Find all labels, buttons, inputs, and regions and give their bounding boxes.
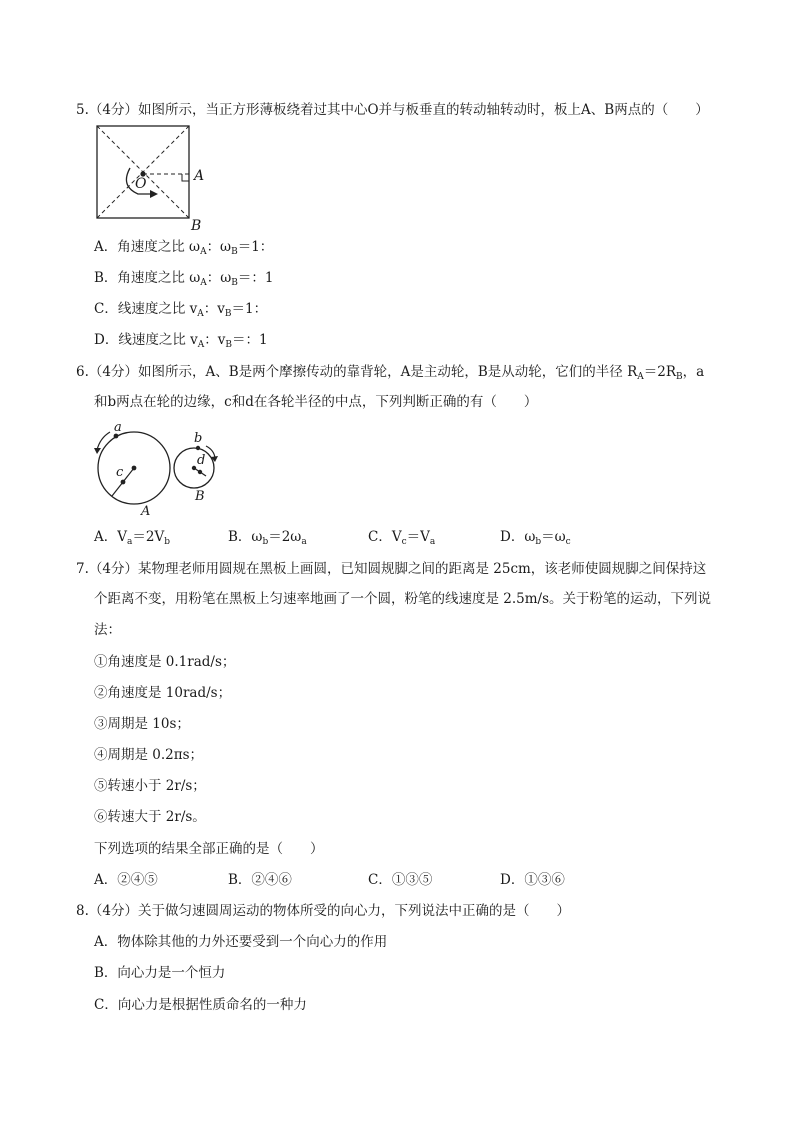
q5-fig-label-b: B (191, 218, 202, 232)
q7-option-c: C．①③⑤ (368, 872, 433, 888)
q7-statement-3: ③周期是 10s； (94, 716, 190, 732)
q7-option-d: D．①③⑥ (500, 872, 565, 888)
q6-fig-label-wheel-b: B (195, 489, 205, 504)
q6-fig-label-b-point: b (194, 431, 203, 446)
q6-stem-line2: 和b两点在轮的边缘，c和d在各轮半径的中点，下列判断正确的有（ ） (94, 394, 538, 410)
q5-option-b: B．角速度之比 $\omega_A$：$\omega_B=$：1 (94, 270, 274, 288)
q7-prompt: 下列选项的结果全部正确的是（ ） (94, 841, 324, 857)
q7-statement-4: ④周期是 0.2πs； (94, 747, 204, 763)
q8-option-b: B．向心力是一个恒力 (94, 965, 226, 981)
q6-fig-label-c-point: c (116, 465, 124, 480)
q5-figure-square-plate (90, 124, 215, 232)
q6-option-b: B．$\omega_b=2\omega_a$ (228, 529, 307, 547)
q6-option-d: D．$\omega_b=\omega_c$ (500, 529, 571, 547)
q6-option-c: C．$V_c=V_a$ (368, 529, 436, 547)
q6-fig-label-d-point: d (197, 453, 206, 468)
q5-fig-label-a: A (194, 168, 205, 184)
q7-stem-line3: 法： (94, 622, 121, 638)
q5-option-c: C．线速度之比 $v_A$：$v_B=1$： (94, 301, 268, 319)
q5-stem: 5.（4分）如图所示，当正方形薄板绕着过其中心O并与板垂直的转动轴转动时，板上A、B两点的（ ） (76, 102, 709, 118)
q5-option-a: A．角速度之比 $\omega_A$：$\omega_B=1$： (94, 239, 274, 257)
q8-option-a: A．物体除其他的力外还要受到一个向心力的作用 (94, 934, 388, 950)
q7-stem-line1: 7.（4分）某物理老师用圆规在黑板上画圆，已知圆规脚之间的距离是 25cm，该老师使圆规脚之间保持这 (76, 561, 707, 577)
q8-stem: 8.（4分）关于做匀速圆周运动的物体所受的向心力，下列说法中正确的是（ ） (76, 903, 570, 919)
q7-statement-2: ②角速度是 10rad/s； (94, 685, 232, 701)
q5-option-d: D．线速度之比 $v_A$：$v_B=$：1 (94, 332, 268, 350)
q7-statement-1: ①角速度是 0.1rad/s； (94, 654, 236, 670)
q6-fig-label-a-point: a (114, 420, 122, 435)
q7-stem-line2: 个距离不变，用粉笔在黑板上匀速率地画了一个圆，粉笔的线速度是 2.5m/s。关于粉笔的运动，下列说 (94, 591, 712, 607)
q6-fig-label-wheel-a: A (141, 504, 151, 519)
q7-statement-5: ⑤转速小于 2r/s； (94, 778, 206, 794)
q7-statement-6: ⑥转速大于 2r/s。 (94, 809, 206, 825)
q5-fig-label-o: O (135, 176, 147, 192)
q6-option-a: A．$V_a=2V_b$ (94, 529, 170, 547)
q8-option-c: C．向心力是根据性质命名的一种力 (94, 997, 307, 1013)
q7-option-a: A．②④⑤ (94, 872, 158, 888)
q7-option-b: B．②④⑥ (228, 872, 292, 888)
q6-stem-line1: 6.（4分）如图所示，A、B是两个摩擦传动的靠背轮，A是主动轮，B是从动轮，它们的半径 $R_A=2R_B$，a (76, 364, 705, 382)
q6-figure-friction-wheels (88, 420, 228, 520)
